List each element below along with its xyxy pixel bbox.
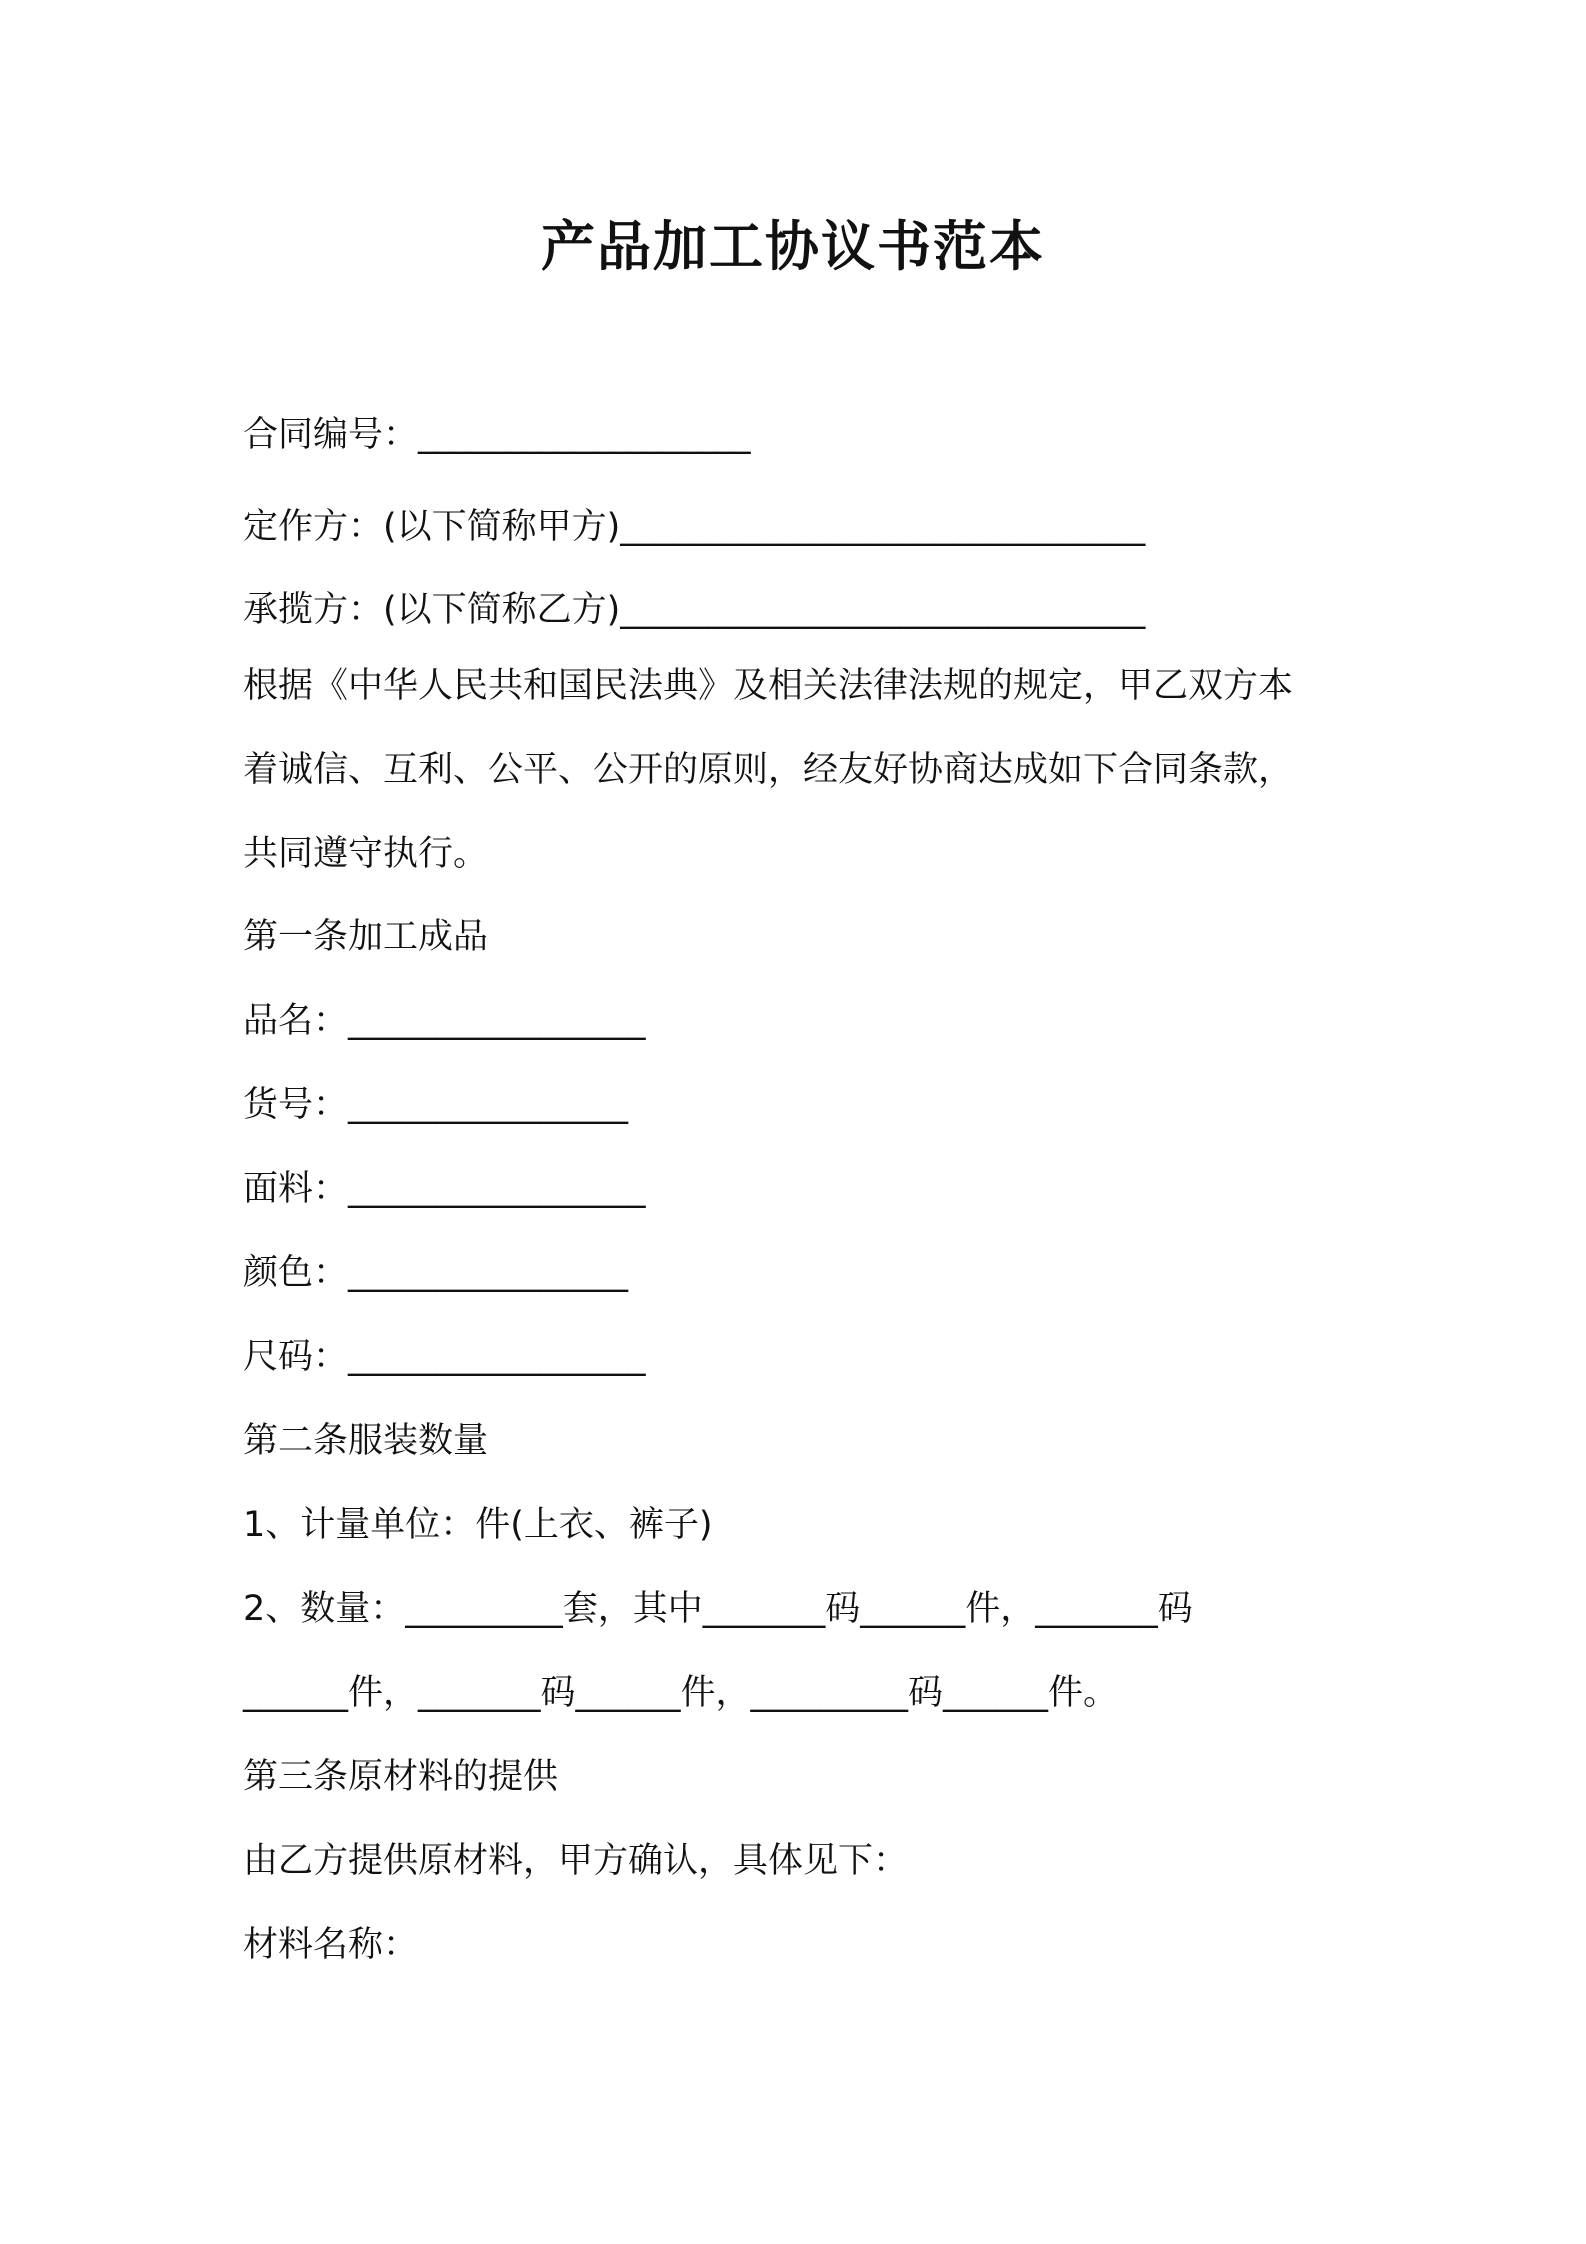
article-2-heading: 第二条服装数量 (243, 1421, 489, 1461)
document-title: 产品加工协议书范本 (541, 215, 1045, 278)
quantity-line-1: 2、数量：_________套，其中_______码______件，_______码 (243, 1589, 1193, 1629)
size-line: 尺码：_________________ (243, 1337, 646, 1377)
article-3-heading: 第三条原材料的提供 (243, 1757, 559, 1797)
material-name-line: 材料名称： (243, 1925, 419, 1965)
party-b-line: 承揽方：(以下简称乙方)______________________________ (243, 590, 1146, 630)
contract-number-line: 合同编号：___________________ (243, 415, 751, 455)
quantity-line-2: ______件，_______码______件，_________码______件。 (243, 1673, 1119, 1713)
article-1-heading: 第一条加工成品 (243, 917, 489, 957)
party-a-line: 定作方：(以下简称甲方)______________________________ (243, 507, 1146, 547)
materials-provision-line: 由乙方提供原材料，甲方确认，具体见下： (243, 1841, 909, 1881)
fabric-line: 面料：_________________ (243, 1169, 646, 1209)
preamble-line-3: 共同遵守执行。 (243, 834, 489, 874)
item-number-line: 货号：________________ (243, 1085, 629, 1125)
product-name-line: 品名：_________________ (243, 1001, 646, 1041)
preamble-line-2: 着诚信、互利、公平、公开的原则，经友好协商达成如下合同条款， (243, 750, 1294, 790)
preamble-line-1: 根据《中华人民共和国民法典》及相关法律法规的规定，甲乙双方本 (243, 666, 1294, 706)
color-line: 颜色：________________ (243, 1253, 629, 1293)
unit-of-measure-line: 1、计量单位：件(上衣、裤子) (243, 1505, 713, 1545)
